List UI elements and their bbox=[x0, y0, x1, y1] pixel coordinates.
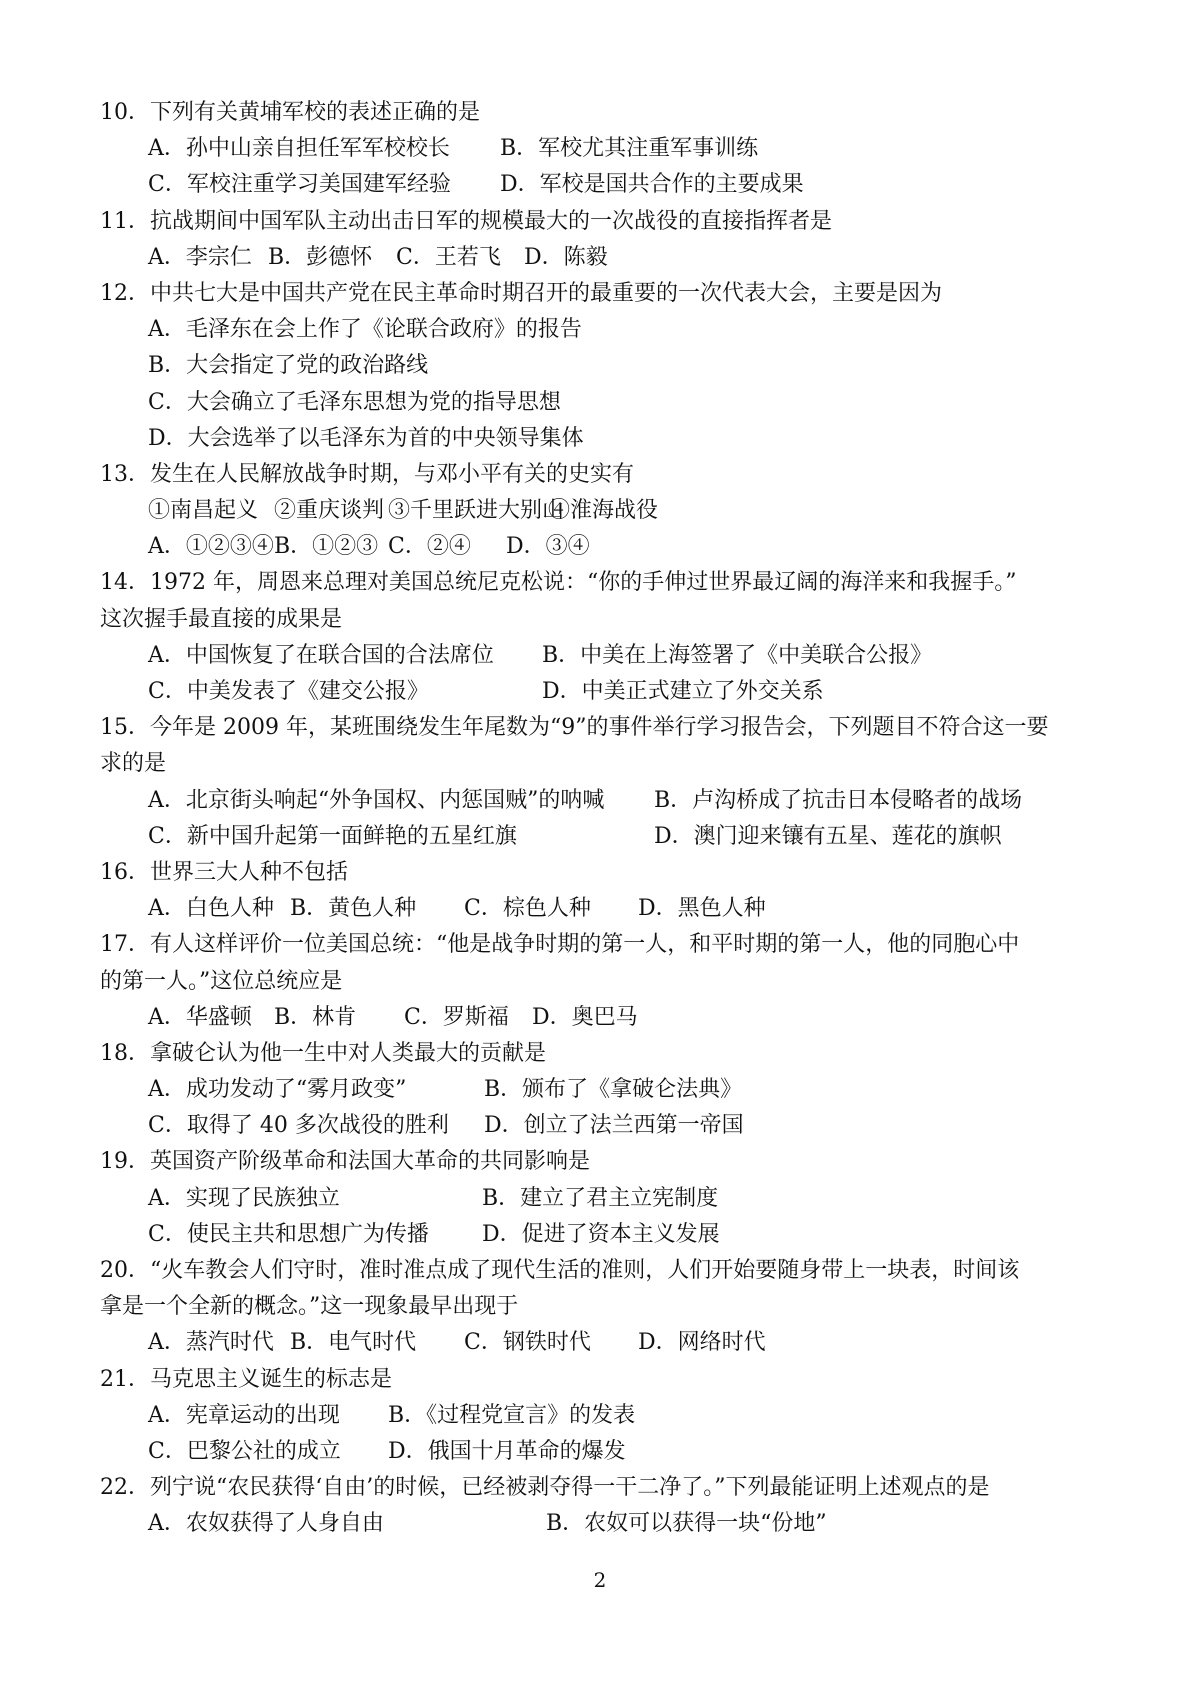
option-row bbox=[100, 674, 1100, 710]
answer-option[interactable]: B．黄色人种 bbox=[290, 896, 417, 922]
question-item bbox=[100, 457, 1100, 566]
option-row bbox=[100, 1181, 1100, 1217]
question-stem-line: 19．英国资产阶级革命和法国大革命的共同影响是 bbox=[100, 1149, 590, 1175]
question-item bbox=[100, 710, 1100, 855]
answer-option[interactable]: D．军校是国共合作的主要成果 bbox=[500, 172, 804, 198]
answer-option[interactable]: A．孙中山亲自担任军军校校长 bbox=[148, 136, 450, 162]
answer-option[interactable]: C．王若飞 bbox=[396, 244, 501, 270]
page-number: 2 bbox=[593, 1568, 607, 1592]
question-stem-line: 16．世界三大人种不包括 bbox=[100, 859, 348, 885]
answer-option[interactable]: C．钢铁时代 bbox=[464, 1330, 591, 1356]
answer-option[interactable]: C．军校注重学习美国建军经验 bbox=[148, 172, 451, 198]
answer-option[interactable]: D．网络时代 bbox=[638, 1330, 766, 1356]
option-row bbox=[100, 819, 1100, 855]
answer-option[interactable]: A．①②③④ bbox=[148, 534, 274, 560]
question-stem-line: 14．1972 年，周恩来总理对美国总统尼克松说：“你的手伸过世界最辽阔的海洋来和我握手。” bbox=[100, 570, 1017, 596]
option-row bbox=[100, 385, 1100, 421]
answer-option[interactable]: B．《过程党宣言》的发表 bbox=[388, 1402, 636, 1428]
option-row bbox=[100, 891, 1100, 927]
answer-option[interactable]: C．罗斯福 bbox=[404, 1004, 509, 1030]
option-row bbox=[100, 1072, 1100, 1108]
question-item bbox=[100, 1036, 1100, 1145]
answer-option[interactable]: C．②④ bbox=[388, 534, 471, 560]
option-row bbox=[100, 493, 1100, 529]
answer-option[interactable]: B．中美在上海签署了《中美联合公报》 bbox=[542, 642, 933, 668]
question-stem-line: 的第一人。”这位总统应是 bbox=[100, 968, 343, 994]
question-item bbox=[100, 1362, 1100, 1471]
question-stem-line: 13．发生在人民解放战争时期，与邓小平有关的史实有 bbox=[100, 461, 634, 487]
question-stem-line: 22．列宁说“农民获得‘自由’的时候，已经被剥夺得一干二净了。”下列最能证明上述观点的是 bbox=[100, 1475, 990, 1501]
question-item bbox=[100, 276, 1100, 457]
option-row bbox=[100, 529, 1100, 565]
question-stem-line: 11．抗战期间中国军队主动出击日军的规模最大的一次战役的直接指挥者是 bbox=[100, 208, 832, 234]
answer-option[interactable]: B．军校尤其注重军事训练 bbox=[500, 136, 759, 162]
answer-option[interactable]: D．促进了资本主义发展 bbox=[482, 1221, 720, 1247]
option-row bbox=[100, 312, 1100, 348]
question-item bbox=[100, 855, 1100, 927]
question-stem-line: 17．有人这样评价一位美国总统：“他是战争时期的第一人，和平时期的第一人，他的同胞心中 bbox=[100, 932, 1020, 958]
answer-option[interactable]: C．大会确立了毛泽东思想为党的指导思想 bbox=[148, 389, 561, 415]
question-item bbox=[100, 1253, 1100, 1362]
answer-option[interactable]: D．俄国十月革命的爆发 bbox=[388, 1438, 626, 1464]
answer-option[interactable]: A．白色人种 bbox=[148, 896, 274, 922]
question-item bbox=[100, 1470, 1100, 1542]
option-row bbox=[100, 167, 1100, 203]
answer-option[interactable]: C．中美发表了《建交公报》 bbox=[148, 679, 429, 704]
answer-option[interactable]: D．大会选举了以毛泽东为首的中央领导集体 bbox=[148, 425, 584, 451]
question-stem-line: 10．下列有关黄埔军校的表述正确的是 bbox=[100, 100, 480, 125]
question-stem-line: 15．今年是 2009 年，某班围绕发生年尾数为“9”的事件举行学习报告会，下列题目不符合这一要 bbox=[100, 715, 1049, 741]
question-stem-line: 21．马克思主义诞生的标志是 bbox=[100, 1366, 392, 1392]
question-item bbox=[100, 927, 1100, 1036]
option-row bbox=[100, 421, 1100, 457]
answer-option[interactable]: ③千里跃进大别山 bbox=[388, 498, 565, 524]
option-row bbox=[100, 131, 1100, 167]
answer-option[interactable]: C．棕色人种 bbox=[464, 896, 591, 922]
question-stem-line: 求的是 bbox=[100, 751, 167, 777]
answer-option[interactable]: B．建立了君主立宪制度 bbox=[482, 1185, 719, 1211]
answer-option[interactable]: B．卢沟桥成了抗击日本侵略者的战场 bbox=[654, 787, 1023, 813]
answer-option[interactable]: B．①②③ bbox=[274, 534, 379, 560]
question-list bbox=[100, 95, 1100, 1543]
answer-option[interactable]: A．蒸汽时代 bbox=[148, 1330, 274, 1356]
answer-option[interactable]: A．李宗仁 bbox=[148, 244, 252, 270]
question-item bbox=[100, 204, 1100, 276]
answer-option[interactable]: B．大会指定了党的政治路线 bbox=[148, 353, 429, 379]
answer-option[interactable]: C．使民主共和思想广为传播 bbox=[148, 1221, 429, 1247]
answer-option[interactable]: A．实现了民族独立 bbox=[148, 1185, 340, 1211]
question-stem-line: 18．拿破仑认为他一生中对人类最大的贡献是 bbox=[100, 1040, 546, 1066]
option-row bbox=[100, 1325, 1100, 1361]
answer-option[interactable]: A．中国恢复了在联合国的合法席位 bbox=[148, 642, 494, 668]
option-row bbox=[100, 1398, 1100, 1434]
answer-option[interactable]: B．林肯 bbox=[274, 1004, 357, 1030]
answer-option[interactable]: D．澳门迎来镶有五星、莲花的旗帜 bbox=[654, 823, 1002, 849]
answer-option[interactable]: A．宪章运动的出现 bbox=[148, 1402, 340, 1428]
option-row bbox=[100, 638, 1100, 674]
answer-option[interactable]: D．创立了法兰西第一帝国 bbox=[484, 1113, 744, 1139]
answer-option[interactable]: D．奥巴马 bbox=[532, 1004, 638, 1030]
answer-option[interactable]: D．中美正式建立了外交关系 bbox=[542, 679, 824, 704]
question-stem-line: 这次握手最直接的成果是 bbox=[100, 606, 343, 632]
answer-option[interactable]: ②重庆谈判 bbox=[274, 498, 385, 524]
answer-option[interactable]: A．农奴获得了人身自由 bbox=[148, 1511, 384, 1537]
question-stem-line: 拿是一个全新的概念。”这一现象最早出现于 bbox=[100, 1294, 519, 1320]
answer-option[interactable]: A．北京街头响起“外争国权、内惩国贼”的呐喊 bbox=[148, 787, 605, 813]
answer-option[interactable]: ①南昌起义 bbox=[148, 498, 259, 524]
option-row bbox=[100, 1434, 1100, 1470]
question-stem-line: 12．中共七大是中国共产党在民主革命时期召开的最重要的一次代表大会，主要是因为 bbox=[100, 280, 942, 306]
answer-option[interactable]: D．③④ bbox=[506, 534, 590, 560]
question-stem-line: 20．“火车教会人们守时，准时准点成了现代生活的准则，人们开始要随身带上一块表，时间该 bbox=[100, 1258, 1020, 1283]
option-row bbox=[100, 348, 1100, 384]
answer-option[interactable]: C．新中国升起第一面鲜艳的五星红旗 bbox=[148, 823, 517, 849]
question-item bbox=[100, 1144, 1100, 1253]
answer-option[interactable]: ④淮海战役 bbox=[548, 498, 659, 524]
answer-option[interactable]: B．农奴可以获得一块“份地” bbox=[546, 1511, 827, 1537]
answer-option[interactable]: D．陈毅 bbox=[524, 244, 608, 270]
question-item bbox=[100, 95, 1100, 204]
answer-option[interactable]: C．取得了 40 多次战役的胜利 bbox=[148, 1113, 449, 1139]
answer-option[interactable]: B．彭德怀 bbox=[268, 244, 373, 270]
answer-option[interactable]: A．成功发动了“雾月政变” bbox=[148, 1077, 407, 1103]
answer-option[interactable]: A．华盛顿 bbox=[148, 1004, 252, 1030]
question-item bbox=[100, 565, 1100, 710]
answer-option[interactable]: C．巴黎公社的成立 bbox=[148, 1438, 341, 1464]
answer-option[interactable]: A．毛泽东在会上作了《论联合政府》的报告 bbox=[148, 317, 582, 343]
option-row bbox=[100, 1506, 1100, 1542]
answer-option[interactable]: B．颁布了《拿破仑法典》 bbox=[484, 1077, 743, 1103]
option-row bbox=[100, 1000, 1100, 1036]
option-row bbox=[100, 783, 1100, 819]
option-row bbox=[100, 1108, 1100, 1144]
option-row bbox=[100, 240, 1100, 276]
option-row bbox=[100, 1217, 1100, 1253]
answer-option[interactable]: D．黑色人种 bbox=[638, 896, 766, 922]
answer-option[interactable]: B．电气时代 bbox=[290, 1330, 417, 1356]
